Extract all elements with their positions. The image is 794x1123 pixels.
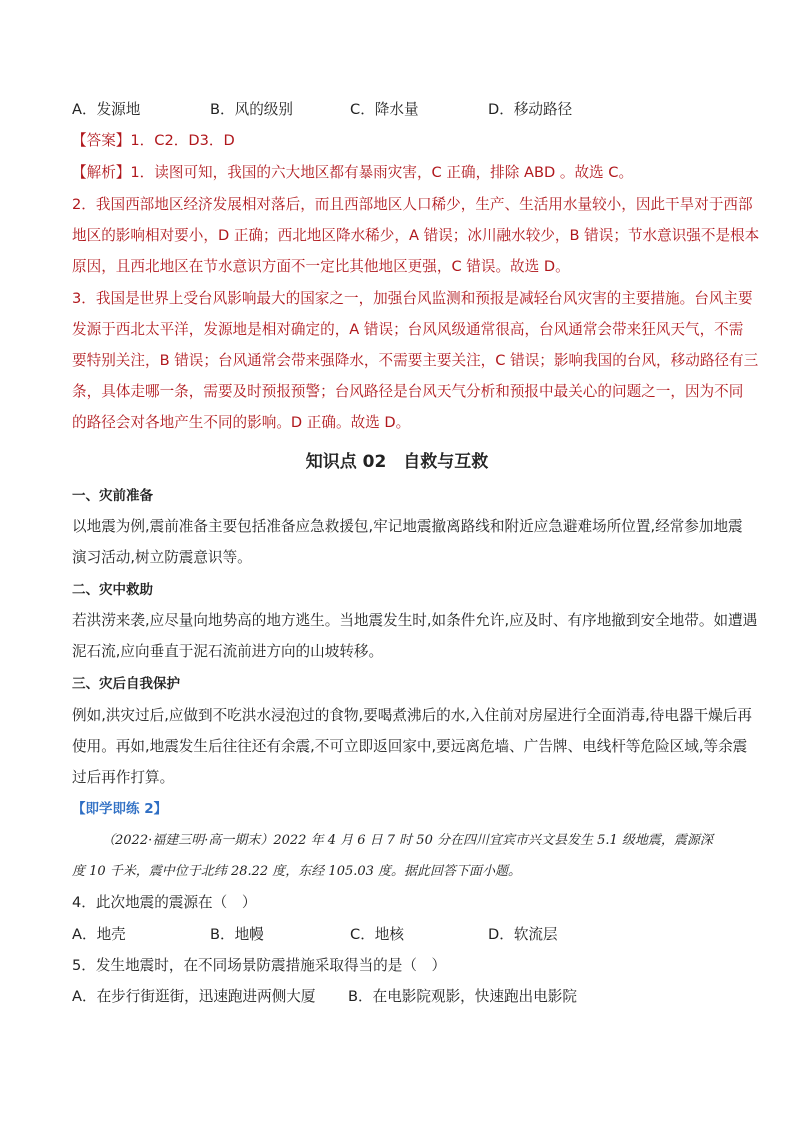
q5-text: 5．发生地震时，在不同场景防震措施采取得当的是（ ） xyxy=(72,957,447,974)
s1-line: 以地震为例,震前准备主要包括准备应急救援包,牢记地震撤离路线和附近应急避难场所位置,经常参加地震 xyxy=(72,518,743,535)
s3-line: 例如,洪灾过后,应做到不吃洪水浸泡过的食物,要喝煮沸后的水,入住前对房屋进行全面消毒,待电器干燥后再 xyxy=(72,707,752,724)
analysis-p2-line: 原因，且西北地区在节水意识方面不一定比其他地区更强，C 错误。故选 D。 xyxy=(72,258,570,275)
s3-line: 过后再作打算。 xyxy=(72,769,175,786)
analysis-line-1 xyxy=(72,163,722,183)
s3-title: 三、灾后自我保护 xyxy=(72,676,180,692)
q3-options xyxy=(72,100,722,120)
q5-option-a: A．在步行街逛街，迅速跑进两侧大厦 xyxy=(72,988,316,1005)
analysis-p3-line: 的路径会对各地产生不同的影响。D 正确。故选 D。 xyxy=(72,414,411,431)
q4-option-c: C．地核 xyxy=(350,926,404,943)
analysis-text: 1．读图可知，我国的六大地区都有暴雨灾害，C 正确，排除 ABD 。故选 C。 xyxy=(130,164,634,181)
q4-option-b: B．地幔 xyxy=(210,926,264,943)
stem-line: （2022·福建三明·高一期末）2022 年 4 月 6 日 7 时 50 分在四川宜宾市兴文县发生 5.1 级地震，震源深 xyxy=(102,833,713,848)
q4-options xyxy=(72,925,722,945)
q3-option-d: D．移动路径 xyxy=(488,101,573,118)
stem-line: 度 10 千米，震中位于北纬 28.22 度，东经 105.03 度。据此回答下面小题。 xyxy=(72,864,522,879)
s2-title: 二、灾中救助 xyxy=(72,582,153,598)
s2-line: 泥石流,应向垂直于泥石流前进方向的山坡转移。 xyxy=(72,643,384,660)
s1-line: 演习活动,树立防震意识等。 xyxy=(72,549,252,566)
answer-line xyxy=(72,131,722,151)
q5-option-b: B．在电影院观影，快速跑出电影院 xyxy=(348,988,577,1005)
analysis-p3-line: 要特别关注，B 错误；台风通常会带来强降水，不需要主要关注，C 错误；影响我国的台风，移动路径有三 xyxy=(72,352,759,369)
s1-title: 一、灾前准备 xyxy=(72,488,153,504)
q3-option-a: A．发源地 xyxy=(72,101,141,118)
analysis-p3-line: 3．我国是世界上受台风影响最大的国家之一，加强台风监测和预报是减轻台风灾害的主要措施。台风主要 xyxy=(72,290,753,307)
answer-label: 【答案】 xyxy=(72,132,131,149)
q4-option-a: A．地壳 xyxy=(72,926,126,943)
analysis-p2-line: 地区的影响相对要小，D 正确；西北地区降水稀少，A 错误；冰川融水较少，B 错误；节水意识强不是根本 xyxy=(72,227,760,244)
q3-option-b: B．风的级别 xyxy=(210,101,293,118)
q5-options xyxy=(72,987,722,1007)
analysis-label: 【解析】 xyxy=(72,164,131,181)
s3-line: 使用。再如,地震发生后往往还有余震,不可立即返回家中,要远离危墙、广告牌、电线杆等危险区域,等余震 xyxy=(72,738,748,755)
s2-line: 若洪涝来袭,应尽量向地势高的地方逃生。当地震发生时,如条件允许,应及时、有序地撤到安全地带。如遭遇 xyxy=(72,612,758,629)
analysis-p3-line: 条，具体走哪一条，需要及时预报预警；台风路径是台风天气分析和预报中最关心的问题之一，因为不同 xyxy=(72,383,744,400)
q3-option-c: C．降水量 xyxy=(350,101,419,118)
q4-text: 4．此次地震的震源在（ ） xyxy=(72,894,257,911)
section-title: 知识点 02 自救与互救 xyxy=(305,452,489,472)
analysis-p3-line: 发源于西北太平洋，发源地是相对确定的，A 错误；台风风级通常很高，台风通常会带来狂风天气，不需 xyxy=(72,321,744,338)
q4-option-d: D．软流层 xyxy=(488,926,558,943)
analysis-p2-line: 2．我国西部地区经济发展相对落后，而且西部地区人口稀少，生产、生活用水量较小，因此干旱对于西部 xyxy=(72,196,753,213)
practice-label: 【即学即练 2】 xyxy=(72,801,168,817)
answer-text: 1．C2．D3．D xyxy=(130,132,235,149)
